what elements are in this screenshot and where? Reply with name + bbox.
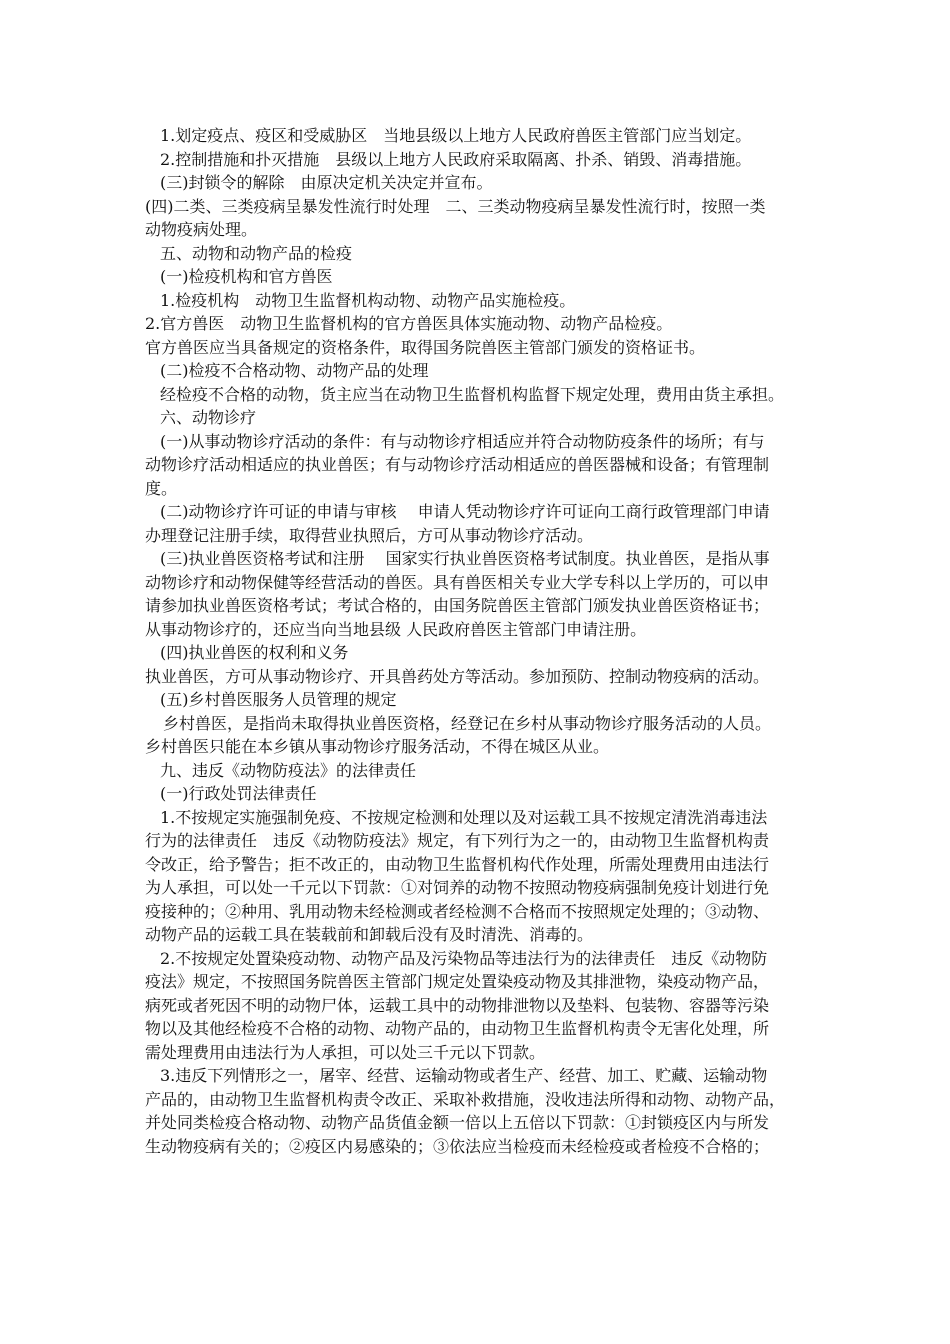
text-line: 病死或者死因不明的动物尸体，运载工具中的动物排泄物以及垫料、包装物、容器等污染 xyxy=(145,995,770,1015)
text-line: 从事动物诊疗的，还应当向当地县级 人民政府兽医主管部门申请注册。 xyxy=(145,619,647,639)
text-line: 执业兽医，方可从事动物诊疗、开具兽药处方等活动。参加预防、控制动物疫病的活动。 xyxy=(145,666,770,686)
section-heading: 九、违反《动物防疫法》的法律责任 xyxy=(160,760,417,780)
text-line: (一)从事动物诊疗活动的条件：有与动物诊疗相适应并符合动物防疫条件的场所；有与 xyxy=(160,431,765,451)
text-line: 办理登记注册手续，取得营业执照后，方可从事动物诊疗活动。 xyxy=(145,525,594,545)
text-line: 2.不按规定处置染疫动物、动物产品及污染物品等违法行为的法律责任 违反《动物防 xyxy=(160,948,768,968)
text-line: 生动物疫病有关的；②疫区内易感染的；③依法应当检疫而未经检疫或者检疫不合格的； xyxy=(145,1136,770,1156)
text-line: 2.控制措施和扑灭措施 县级以上地方人民政府采取隔离、扑杀、销毁、消毒措施。 xyxy=(160,149,752,169)
text-line: 动物诊疗和动物保健等经营活动的兽医。具有兽医相关专业大学专科以上学历的，可以申 xyxy=(145,572,770,592)
text-line: 产品的，由动物卫生监督机构责令改正、采取补救措施，没收违法所得和动物、动物产品， xyxy=(145,1089,786,1109)
text-line: (三)执业兽医资格考试和注册 国家实行执业兽医资格考试制度。执业兽医，是指从事 xyxy=(160,549,770,568)
text-line: 疫接种的；②种用、乳用动物未经检测或者经检测不合格而不按照规定处理的；③动物、 xyxy=(145,901,770,921)
text-line: 度。 xyxy=(145,478,178,498)
text-line: 疫法》规定，不按照国务院兽医主管部门规定处置染疫动物及其排泄物，染疫动物产品， xyxy=(145,972,770,991)
text-line: (二)动物诊疗许可证的申请与审核 申请人凭动物诊疗许可证向工商行政管理部门申请 xyxy=(160,502,770,521)
text-line: 乡村兽医只能在本乡镇从事动物诊疗服务活动，不得在城区从业。 xyxy=(145,737,610,756)
subsection-heading: (四)执业兽医的权利和义务 xyxy=(160,643,349,662)
text-line: 1.不按规定实施强制免疫、不按规定检测和处理以及对运载工具不按规定清洗消毒违法 xyxy=(160,807,768,827)
document-body xyxy=(145,124,825,1158)
text-line: (三)封锁令的解除 由原决定机关决定并宣布。 xyxy=(160,173,493,192)
text-line: 为人承担，可以处一千元以下罚款：①对饲养的动物不按照动物疫病强制免疫计划进行免 xyxy=(145,878,770,897)
text-line: 2.官方兽医 动物卫生监督机构的官方兽医具体实施动物、动物产品检疫。 xyxy=(145,314,673,333)
text-line: 1.划定疫点、疫区和受威胁区 当地县级以上地方人民政府兽医主管部门应当划定。 xyxy=(160,126,752,145)
section-heading: 六、动物诊疗 xyxy=(160,408,257,427)
subsection-heading: (五)乡村兽医服务人员管理的规定 xyxy=(160,690,397,709)
text-line: 动物产品的运载工具在装载前和卸载后没有及时清洗、消毒的。 xyxy=(145,925,594,944)
text-line: 令改正，给予警告；拒不改正的，由动物卫生监督机构代作处理，所需处理费用由违法行 xyxy=(145,854,770,874)
subsection-heading: (二)检疫不合格动物、动物产品的处理 xyxy=(160,361,429,380)
section-heading: 五、动物和动物产品的检疫 xyxy=(160,243,353,263)
text-line: (四)二类、三类疫病呈暴发性流行时处理 二、三类动物疫病呈暴发性流行时，按照一类 xyxy=(145,196,766,216)
text-line: 并处同类检疫合格动物、动物产品货值金额一倍以上五倍以下罚款：①封锁疫区内与所发 xyxy=(145,1113,770,1132)
text-line: 需处理费用由违法行为人承担，可以处三千元以下罚款。 xyxy=(145,1042,546,1062)
text-line: 1.检疫机构 动物卫生监督机构动物、动物产品实施检疫。 xyxy=(160,290,576,310)
text-line: 行为的法律责任 违反《动物防疫法》规定，有下列行为之一的，由动物卫生监督机构责 xyxy=(145,831,770,850)
text-line: 动物诊疗活动相适应的执业兽医；有与动物诊疗活动相适应的兽医器械和设备；有管理制 xyxy=(145,455,770,474)
text-line: 物以及其他经检疫不合格的动物、动物产品的，由动物卫生监督机构责令无害化处理，所 xyxy=(145,1019,770,1038)
subsection-heading: (一)检疫机构和官方兽医 xyxy=(160,267,333,286)
subsection-heading: (一)行政处罚法律责任 xyxy=(160,784,317,803)
text-line: 经检疫不合格的动物，货主应当在动物卫生监督机构监督下规定处理，费用由货主承担。 xyxy=(160,384,785,404)
text-line: 请参加执业兽医资格考试；考试合格的，由国务院兽医主管部门颁发执业兽医资格证书； xyxy=(145,596,770,615)
text-line: 动物疫病处理。 xyxy=(145,220,258,239)
text-line: 官方兽医应当具备规定的资格条件，取得国务院兽医主管部门颁发的资格证书。 xyxy=(145,337,706,357)
text-line: 乡村兽医，是指尚未取得执业兽医资格，经登记在乡村从事动物诊疗服务活动的人员。 xyxy=(163,713,772,733)
text-line: 3.违反下列情形之一，屠宰、经营、运输动物或者生产、经营、加工、贮藏、运输动物 xyxy=(160,1066,768,1085)
